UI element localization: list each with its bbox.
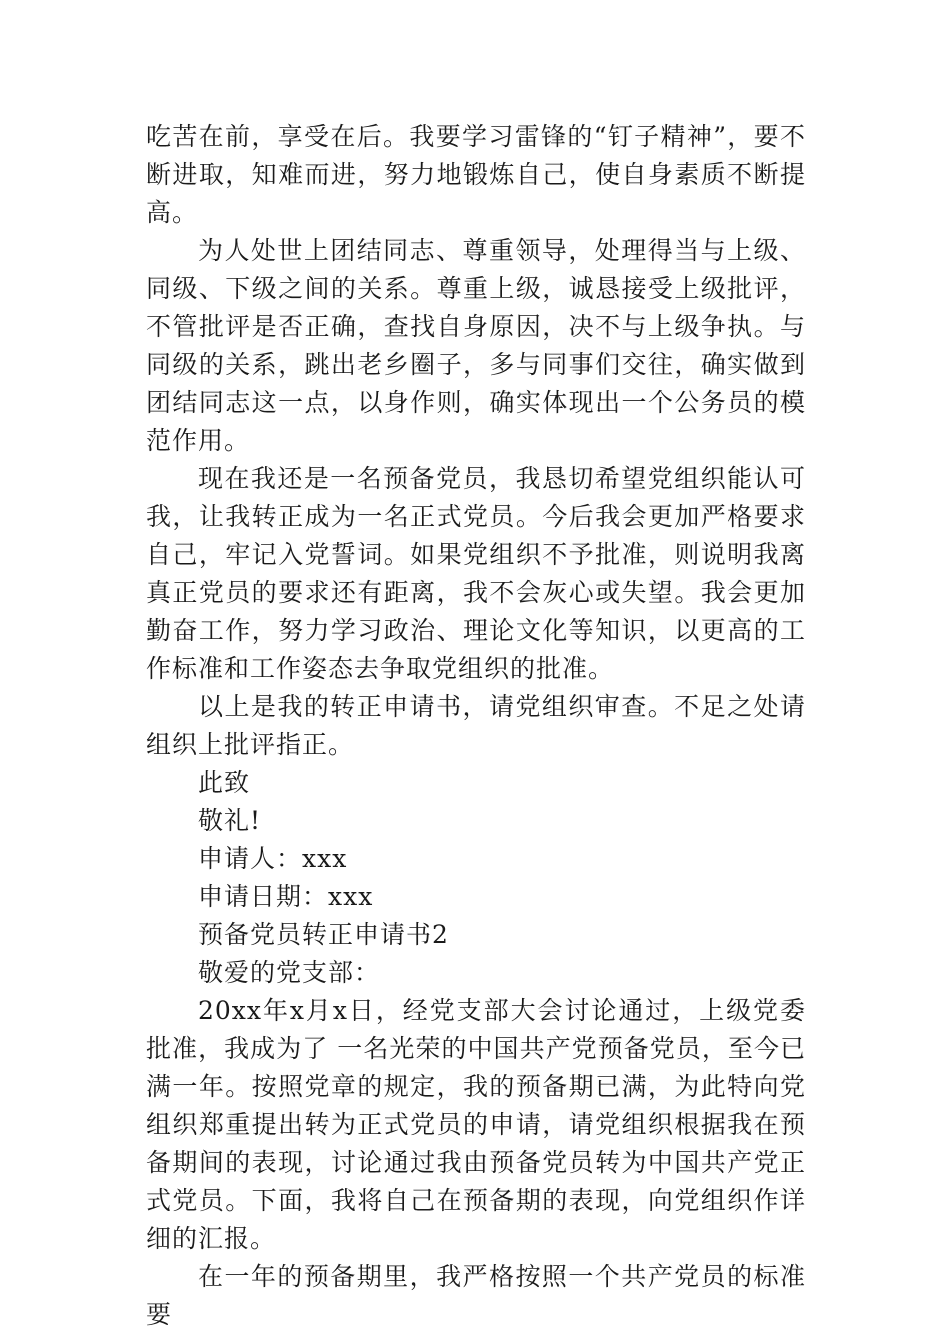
salutation: 敬爱的党支部： (198, 958, 381, 987)
applicant-line: 申请人：xxx (198, 844, 348, 873)
paragraph-3: 现在我还是一名预备党员，我恳切希望党组织能认可我，让我转正成为一名正式党员。今后我会更加严格要求自己，牢记入党誓词。如果党组织不予批准，则说明我离真正党员的要求还有距离，我不会灰心或失望。我会更加勤奋工作，努力学习政治、理论文化等知识，以更高的工作标准和工作姿态去争取党组织的批准。 (146, 464, 806, 683)
paragraph-1: 吃苦在前，享受在后。我要学习雷锋的“钉子精神”，要不断进取，知难而进，努力地锻炼自己，使自身素质不断提高。 (146, 122, 806, 227)
paragraph-5: 20xx年x月x日，经党支部大会讨论通过，上级党委批准，我成为了 一名光荣的中国共产党预备党员，至今已满一年。按照党章的规定，我的预备期已满，为此特向党组织郑重提出转为正式党员的申请，请党组织根据我在预备期间的表现，讨论通过我由预备党员转为中国共产党正式党员。下面，我将自己在预备期的表现，向党组织作详细的汇报。 (146, 996, 806, 1253)
section-title: 预备党员转正申请书2 (198, 920, 449, 949)
paragraph-2: 为人处世上团结同志、尊重领导，处理得当与上级、同级、下级之间的关系。尊重上级，诚恳接受上级批评，不管批评是否正确，查找自身原因，决不与上级争执。与同级的关系，跳出老乡圈子，多与同事们交往，确实做到团结同志这一点，以身作则，确实体现出一个公务员的模范作用。 (146, 236, 806, 455)
paragraph-6: 在一年的预备期里，我严格按照一个共产党员的标准要 (146, 1262, 806, 1329)
closing-line-2: 敬礼! (198, 806, 262, 835)
date-line: 申请日期：xxx (198, 882, 374, 911)
document-body (146, 118, 806, 1334)
closing-line-1: 此致 (198, 768, 251, 797)
paragraph-4: 以上是我的转正申请书，请党组织审查。不足之处请组织上批评指正。 (146, 692, 806, 759)
